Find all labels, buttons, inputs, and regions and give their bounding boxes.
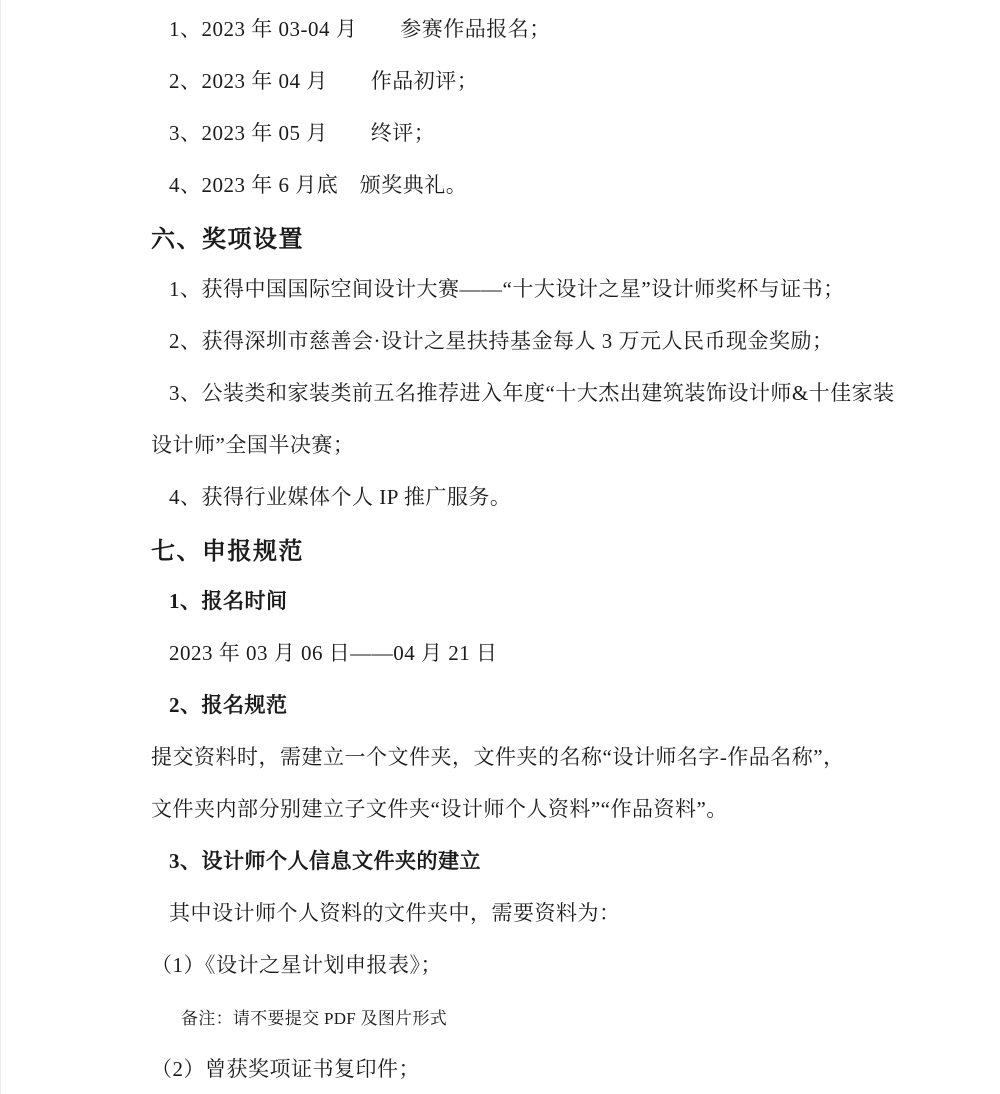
- timeline-item-2: 2、2023 年 04 月 作品初评；: [169, 69, 479, 93]
- award-item-4: 4、获得行业媒体个人 IP 推广服务。: [169, 485, 512, 509]
- note-no-pdf: 备注：请不要提交 PDF 及图片形式: [181, 1008, 448, 1028]
- award-item-3: 3、公装类和家装类前五名推荐进入年度“十大杰出建筑装饰设计师&十佳家装: [169, 381, 895, 405]
- section-heading-application: 七、申报规范: [151, 538, 304, 565]
- timeline-item-1: 1、2023 年 03-04 月 参赛作品报名；: [169, 17, 551, 41]
- required-doc-1: （1）《设计之星计划申报表》；: [151, 953, 442, 977]
- required-doc-2: （2）曾获奖项证书复印件；: [151, 1057, 420, 1081]
- section-heading-awards: 六、奖项设置: [151, 226, 304, 253]
- award-item-2: 2、获得深圳市慈善会·设计之星扶持基金每人 3 万元人民币现金奖励；: [169, 329, 834, 353]
- subheading-registration-time: 1、报名时间: [169, 589, 288, 613]
- award-item-1: 1、获得中国国际空间设计大赛——“十大设计之星”设计师奖杯与证书；: [169, 277, 845, 301]
- subheading-registration-rules: 2、报名规范: [169, 693, 288, 717]
- subheading-designer-folder: 3、设计师个人信息文件夹的建立: [169, 849, 481, 873]
- award-item-3-continued: 设计师”全国半决赛；: [151, 433, 355, 457]
- timeline-item-3: 3、2023 年 05 月 终评；: [169, 121, 436, 145]
- registration-date-range: 2023 年 03 月 06 日——04 月 21 日: [169, 641, 498, 665]
- registration-rules-text-1: 提交资料时，需建立一个文件夹，文件夹的名称“设计师名字-作品名称”，: [151, 745, 845, 769]
- document-page: [1, 0, 1000, 1094]
- designer-folder-intro: 其中设计师个人资料的文件夹中，需要资料为：: [169, 901, 621, 925]
- timeline-item-4: 4、2023 年 6 月底 颁奖典礼。: [169, 173, 468, 197]
- registration-rules-text-2: 文件夹内部分别建立子文件夹“设计师个人资料”“作品资料”。: [151, 797, 728, 821]
